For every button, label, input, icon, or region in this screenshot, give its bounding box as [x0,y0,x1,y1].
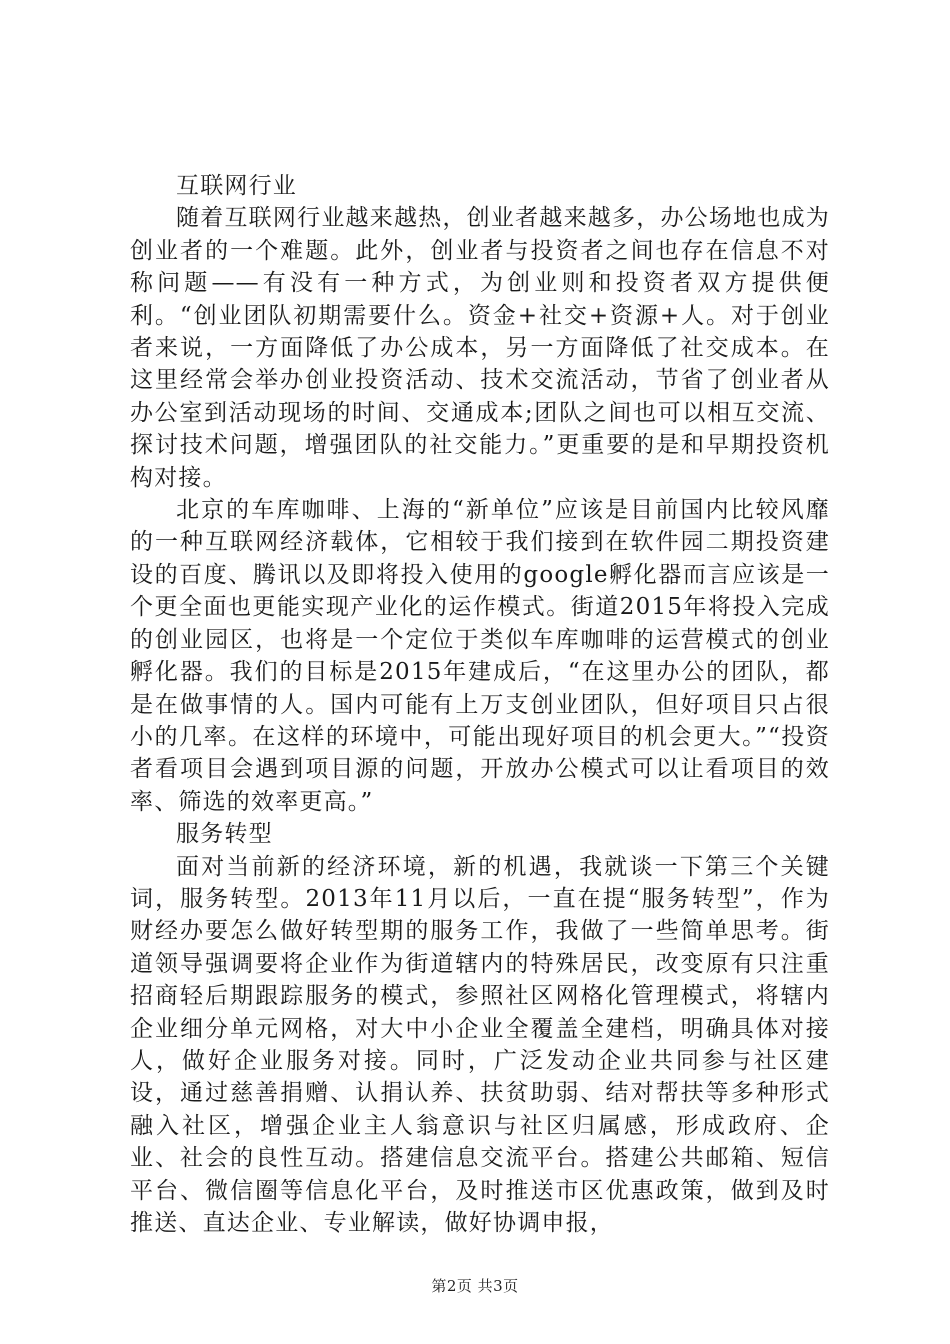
body-paragraph: 北京的车库咖啡、上海的“新单位”应该是目前国内比较风靡的一种互联网经济载体，它相较于我们接到在软件园二期投资建设的百度、腾讯以及即将投入使用的google孵化器而言应该是一个更全面也更能实现产业化的运作模式。街道2015年将投入完成的创业园区，也将是一个定位于类似车库咖啡的运营模式的创业孵化器。我们的目标是2015年建成后，“在这里办公的团队，都是在做事情的人。国内可能有上万支创业团队，但好项目只占很小的几率。在这样的环境中，可能出现好项目的机会更大。”“投资者看项目会遇到项目源的问题，开放办公模式可以让看项目的效率、筛选的效率更高。” [130,497,830,815]
section-heading-service: 服务转型 [176,821,273,848]
body-paragraph: 随着互联网行业越来越热，创业者越来越多，办公场地也成为创业者的一个难题。此外，创业者与投资者之间也存在信息不对称问题——有没有一种方式，为创业则和投资者双方提供便利。“创业团队初期需要什么。资金+社交+资源+人。对于创业者来说，一方面降低了办公成本，另一方面降低了社交成本。在这里经常会举办创业投资活动、技术交流活动，节省了创业者从办公室到活动现场的时间、交通成本;团队之间也可以相互交流、探讨技术问题，增强团队的社交能力。”更重要的是和早期投资机构对接。 [130,205,830,491]
page-footer: 第2页 共3页 [431,1277,519,1295]
document-body [130,170,830,1239]
body-paragraph: 面对当前新的经济环境，新的机遇，我就谈一下第三个关键词，服务转型。2013年11月以后，一直在提“服务转型”，作为财经办要怎么做好转型期的服务工作，我做了一些简单思考。街道领导强调要将企业作为街道辖内的特殊居民，改变原有只注重招商轻后期跟踪服务的模式，参照社区网格化管理模式，将辖内企业细分单元网格，对大中小企业全覆盖全建档，明确具体对接人，做好企业服务对接。同时，广泛发动企业共同参与社区建设，通过慈善捐赠、认捐认养、扶贫助弱、结对帮扶等多种形式融入社区，增强企业主人翁意识与社区归属感，形成政府、企业、社会的良性互动。搭建信息交流平台。搭建公共邮箱、短信平台、微信圈等信息化平台，及时推送市区优惠政策，做到及时推送、直达企业、专业解读，做好协调申报， [130,853,830,1236]
section-heading-internet: 互联网行业 [176,173,297,199]
